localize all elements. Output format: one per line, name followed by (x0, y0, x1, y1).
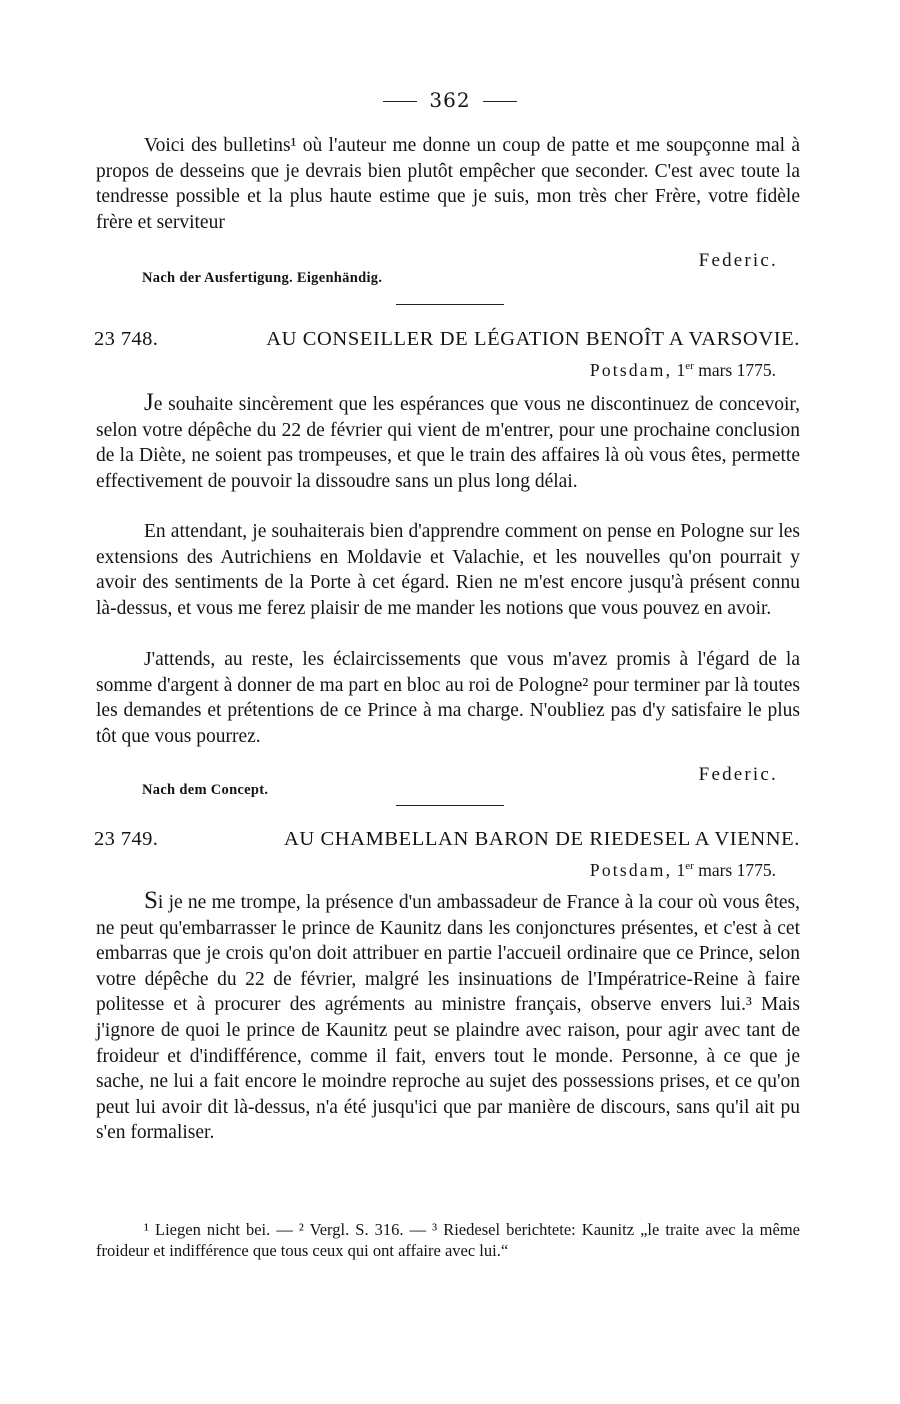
divider-2 (396, 805, 504, 806)
date-day: 1 (676, 360, 686, 380)
date-rest: mars 1775. (693, 860, 776, 880)
source-note-1: Nach der Ausfertigung. Eigenhändig. (142, 270, 383, 286)
letter1-paragraph-1 (96, 390, 800, 494)
letter-heading-23749 (94, 828, 800, 851)
intro-paragraph: Voici des bulletins¹ où l'auteur me donne un coup de patte et me soupçonne mal à propos de desseins que je devrais bien plutôt empêcher que seconder. C'est avec toute la tendresse possible et la plus haute estime que je suis, mon très cher Frère, votre fidèle frère et serviteur (96, 135, 800, 233)
header-dash-left (383, 101, 417, 102)
page-header (0, 88, 900, 112)
source-note-2: Nach dem Concept. (142, 782, 269, 798)
letter2-paragraph-1 (96, 888, 800, 1146)
signature-1: Federic. (698, 250, 778, 271)
page-number: 362 (429, 88, 471, 112)
drop-cap: S (144, 887, 158, 914)
footnote-text: ¹ Liegen nicht bei. — ² Vergl. S. 316. — ³ Riedesel berichtete: Kaunitz „le traite avec la même froideur et indifférence que tous ceux qui ont affaire avec lui.“ (96, 1220, 800, 1260)
dateline-1 (590, 360, 776, 381)
letter-title: AU CONSEILLER DE LÉGATION BENOÎT A VARSOVIE. (266, 328, 800, 350)
letter-heading-23748 (94, 328, 800, 351)
divider-1 (396, 304, 504, 305)
paragraph-text: i je ne me trompe, la présence d'un ambassadeur de France à la cour où vous êtes, ne peut qu'embarrasser le prince de Kaunitz dans les conjonctures présentes, et c'est à cet embarras que je crois qu'on doit attribuer en partie l'accueil ordinaire que ce Prince, selon votre dépêche du 22 de février, malgré les insinuations de l'Impératrice-Reine à faire politesse et à procurer des agréments au ministre français, observe envers lui.³ Mais j'ignore de quoi le prince de Kaunitz peut se plaindre avec raison, pour agir avec tant de froideur et d'indifférence, comme il fait, envers tout le monde. Personne, à ce que je sache, ne lui a fait encore le moindre reproche au sujet des possessions prises, et ce qu'on peut lui avoir dit là-dessus, n'a été jusqu'ici que par manière de discours, sans qu'il ait pu s'en formaliser. (96, 892, 800, 1144)
letter-title: AU CHAMBELLAN BARON DE RIEDESEL A VIENNE. (283, 828, 800, 850)
paragraph-text: e souhaite sincèrement que les espérances que vous ne discontinuez de concevoir, selon votre dépêche du 22 de février qui vient de m'entrer, pour une prochaine conclusion de la Diète, ne soient pas trompeuses, et que le train des affaires là où vous êtes, permette effectivement de pouvoir la dissoudre sans un plus long délai. (96, 394, 800, 492)
header-dash-right (483, 101, 517, 102)
letter1-paragraph-3: J'attends, au reste, les éclaircissements que vous m'avez promis à l'égard de la somme d'argent à donner de ma part en bloc au roi de Pologne² pour terminer par là toutes les demandes et prétentions de ce Prince à ma charge. N'oubliez pas d'y satisfaire le plus tôt que vous pourrez. (96, 649, 800, 747)
drop-cap: J (144, 389, 154, 416)
date-rest: mars 1775. (693, 360, 776, 380)
dateline-2 (590, 860, 776, 881)
date-day: 1 (676, 860, 686, 880)
footnotes (96, 1220, 800, 1261)
signature-2: Federic. (698, 764, 778, 785)
letter-number: 23 749. (94, 828, 159, 850)
date-day-suffix: er (685, 860, 694, 873)
date-day-suffix: er (685, 360, 694, 373)
date-place: Potsdam, (589, 360, 673, 380)
letter1-paragraph-2: En attendant, je souhaiterais bien d'apprendre comment on pense en Pologne sur les extensions des Autrichiens en Moldavie et Valachie, et les nouvelles qu'on pourrait y avoir des sentiments de la Porte à cet égard. Rien ne m'est encore jusqu'à présent connu là-dessus, et vous me ferez plaisir de me mander les notions que vous pouvez en avoir. (96, 521, 800, 619)
date-place: Potsdam, (589, 860, 673, 880)
letter-number: 23 748. (94, 328, 159, 350)
